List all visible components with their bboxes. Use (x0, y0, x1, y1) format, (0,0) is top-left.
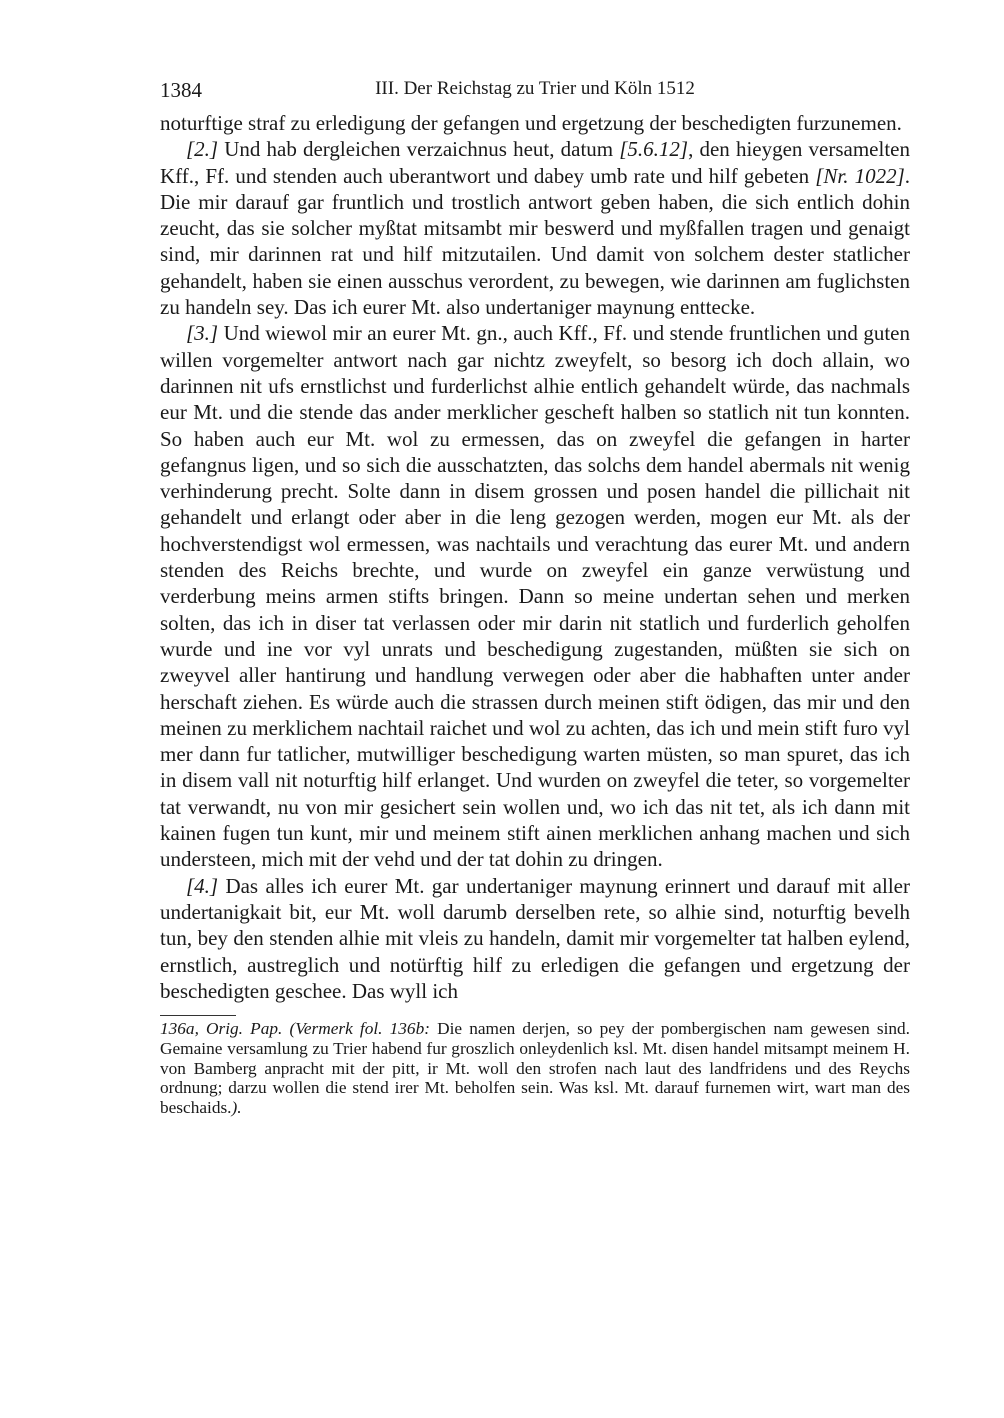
footnote-close: ). (231, 1098, 242, 1118)
paragraph-marker: [2.] (186, 137, 219, 162)
date-reference: [5.6.12] (619, 137, 689, 162)
paragraph-text: . Die mir darauf gar fruntlich und trostlich antwort geben haben, die sich entlich dohin zeucht, das sie solcher myßtat mitsambt mir beswerd und myßfallen tragen und genaigt sind, mir darinnen rat und hilf mitzutailen. Und damit von solchem dester statlicher gehandelt, haben sie einen ausschus verordent, zu bewegen, wie darinnen am fuglichsten zu handeln sey. Das ich eurer Mt. also undertaniger maynung enttecke. (160, 163, 910, 320)
footnote-lead: 136a, Orig. Pap. (Vermerk fol. 136b: (160, 1019, 430, 1039)
paragraph-text: Das alles ich eurer Mt. gar undertaniger maynung erinnert und darauf mit aller undertanigkait bit, eur Mt. woll darumb derselben rete, so alhie sind, noturftig bevelh tun, bey den stenden alhie mit vleis zu handeln, damit mir vorgemelter tat halben eylend, ernstlich, austreglich und notürftig hilf zu erledigen die gefangen und ergetzung der beschedigten geschee. Das wyll ich (160, 873, 910, 1003)
footnote-text: Die namen derjen, so pey der pombergischen nam gewesen sind. Gemaine versamlung zu Trier habend fur groszlich onleydenlich ksl. Mt. disen handel mitsampt meinem H. von Bamberg anpracht mit der pitt, ir Mt. woll den strofen nach laut des landfridens und des Reychs ordnung; darzu wollen die stend irer Mt. beholfen sein. Was ksl. Mt. darauf furnemen wirt, wart man des beschaids. (160, 1019, 910, 1118)
paragraph-marker: [3.] (186, 321, 219, 346)
paragraph-continuation (160, 110, 910, 136)
paragraph-4 (160, 873, 910, 1004)
footnote (160, 1019, 910, 1118)
page-number: 1384 (160, 78, 202, 102)
paragraph-3 (160, 320, 910, 872)
paragraph-marker: [4.] (186, 873, 219, 898)
paragraph-text: noturftige straf zu erledigung der gefangen und ergetzung der beschedigten furzunemen. (160, 111, 902, 135)
paragraph-text: , den hieygen versamelten Kff., Ff. und stenden auch uberantwort und dabey umb rate und hilf gebeten (160, 137, 910, 188)
paragraph-2 (160, 136, 910, 320)
running-head (160, 78, 910, 110)
document-page (160, 78, 910, 1118)
paragraph-text: Und hab dergleichen verzaichnus heut, datum (218, 137, 620, 162)
paragraph-text: Und wiewol mir an eurer Mt. gn., auch Kff., Ff. und stende fruntlichen und guten willen vorgemelter antwort nach gar nichtz zweyfelt, so besorg ich doch allain, wo darinnen nit ufs ernstlichst und furderlichst alhie entlich gehandelt würde, das nachmals eur Mt. und die stende das ander merklicher gescheft halben so statlich nit tun konnten. So haben auch eur Mt. wol zu ermessen, das on zweyfel die gefangen in harter gefangnus ligen, und so sich die ausschatzten, das solchs dem handel abermals nit wenig verhinderung precht. Solte dann in disem grossen und posen handel die pillichait nit gehandelt und erlangt oder aber in die leng gezogen werden, mogen eur Mt. als der hochverstendigst wol ermessen, was nachtails und verachtung das eurer Mt. und andern stenden des Reichs brechte, und wurde on zweyfel ein ganze verwüstung und verderbung meins armen stifts bringen. Dann so meine undertan sehen und merken solten, das ich in diser tat verlassen oder mir darin nit statlich und furderlich geholfen wurde und ine vor vyl unrats und beschedigung zugestanden, müßten sie sich on zweyvel aller hantirung und handlung verwegen oder aber die habhaften unter ander herschaft ziehen. Es würde auch die strassen durch meinen stift ödigen, das mir und den meinen zu merklichem nachtail raichet und wol zu achten, das ich und mein stift furo vyl mer dann fur tatlicher, mutwilliger beschedigung warten müsten, so man spuret, das ich in disem vall nit noturftig hilf erlanget. Und wurden on zweyfel die teter, so vorgemelter tat verwandt, nu von mir gesichert sein wollen und, wo ich das nit tet, als ich dann mit kainen fugen tun kunt, mir und meinem stift ainen merklichen anhang machen und sich understeen, mich mit der vehd und der tat dohin zu dringen. (160, 321, 910, 872)
document-reference: [Nr. 1022] (815, 163, 905, 188)
running-title: III. Der Reichstag zu Trier und Köln 1512 (375, 78, 695, 99)
footnote-rule (160, 1015, 236, 1016)
